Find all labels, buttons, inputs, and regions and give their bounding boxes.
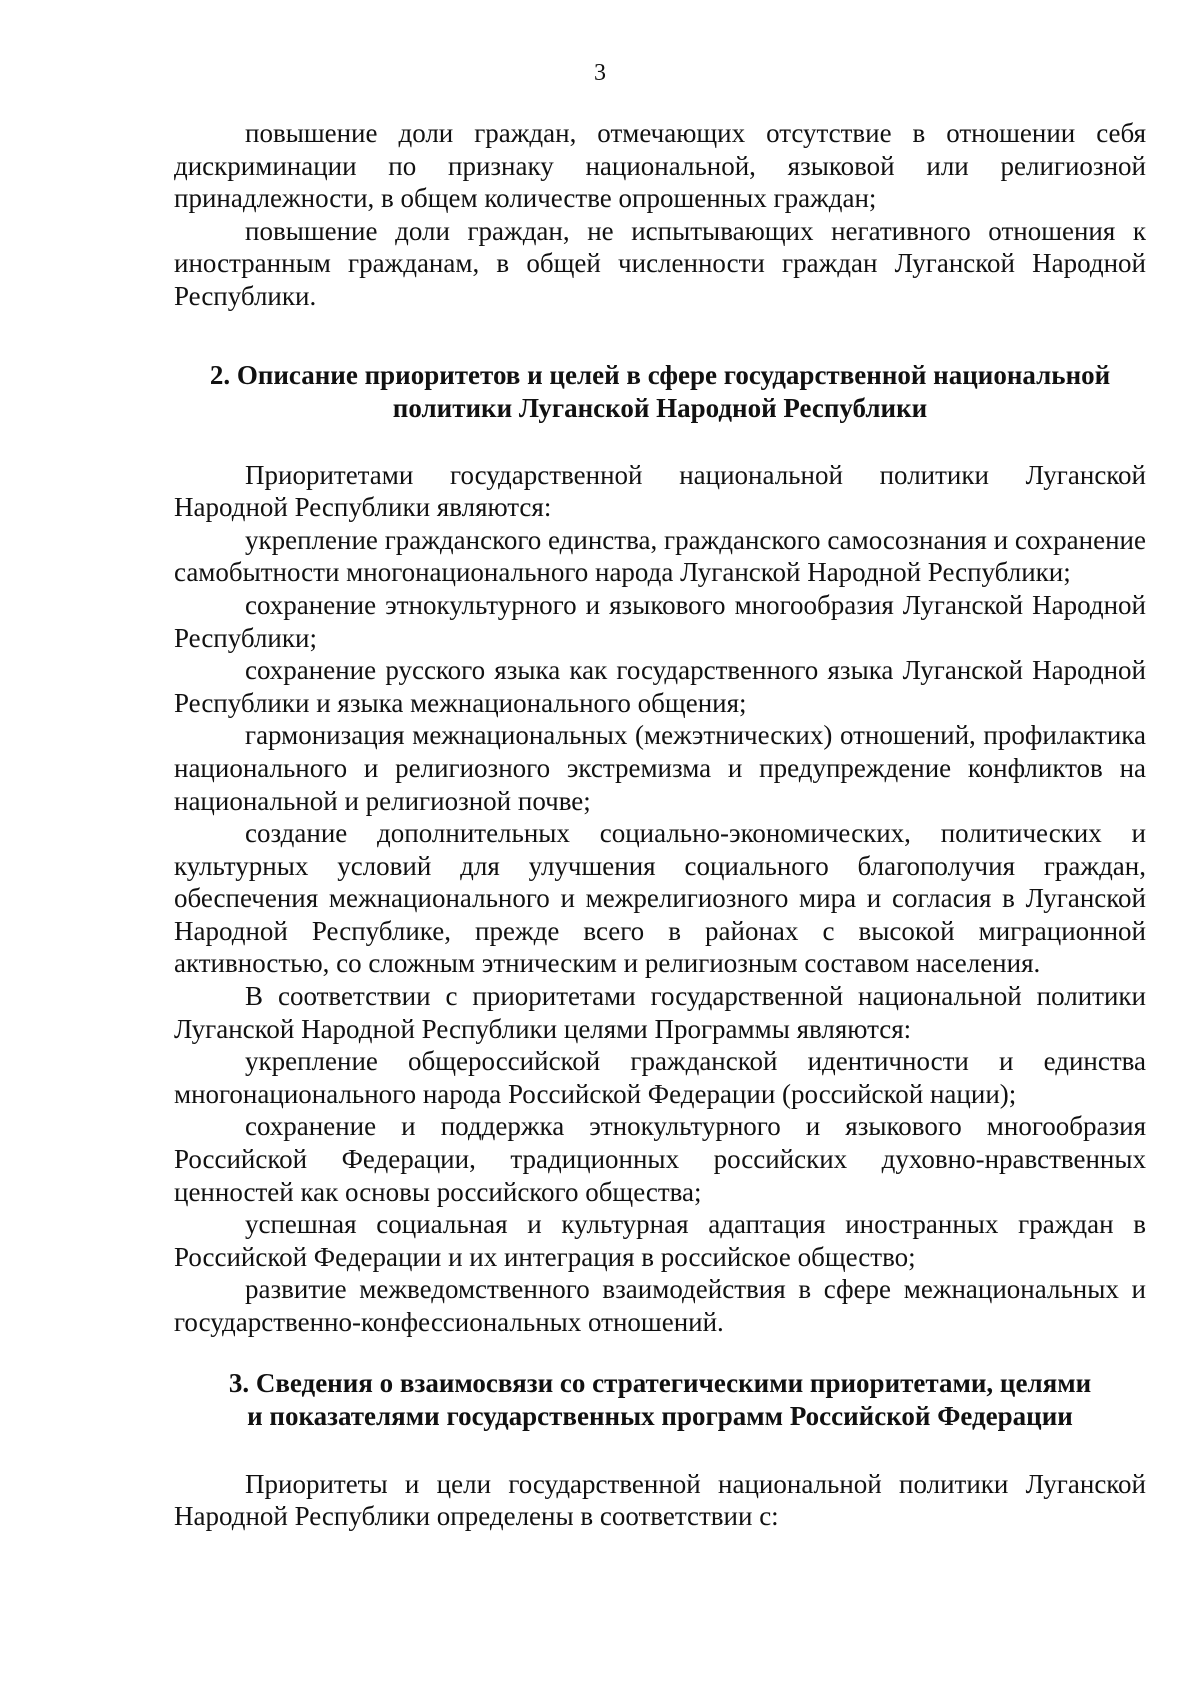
- section-2-heading: [174, 359, 1146, 425]
- section-2-paragraph-9: сохранение и поддержка этнокультурного и языкового многообразия Российской Федерации, традиционных российских духовно-нравственных ценностей как основы российского общества;: [174, 1111, 1146, 1207]
- section-2-paragraph-4: сохранение русского языка как государственного языка Луганской Народной Республики и языка межнационального общения;: [174, 655, 1146, 718]
- section-2-paragraph-10: успешная социальная и культурная адаптация иностранных граждан в Российской Федерации и их интеграция в российское общество;: [174, 1209, 1146, 1272]
- intro-paragraph-1: повышение доли граждан, отмечающих отсутствие в отношении себя дискриминации по признаку национальной, языковой или религиозной принадлежности, в общем количестве опрошенных граждан;: [174, 118, 1146, 214]
- section-3-heading: [174, 1367, 1146, 1433]
- page-number: 3: [594, 60, 606, 86]
- section-3-heading-line-1: 3. Сведения о взаимосвязи со стратегическими приоритетами, целями: [228, 1367, 1092, 1398]
- section-2-paragraph-8: укрепление общероссийской гражданской идентичности и единства многонационального народа Российской Федерации (российской нации);: [174, 1046, 1146, 1109]
- section-2-paragraph-5: гармонизация межнациональных (межэтнических) отношений, профилактика национального и религиозного экстремизма и предупреждение конфликтов на национальной и религиозной почве;: [174, 720, 1146, 816]
- section-2-paragraph-6: создание дополнительных социально-экономических, политических и культурных условий для улучшения социального благополучия граждан, обеспечения межнационального и межрелигиозного мира и согласия в Луганской Народной Республике, прежде всего в районах с высокой миграционной активностью, со сложным этническим и религиозным составом населения.: [174, 818, 1146, 979]
- section-2-paragraph-11: развитие межведомственного взаимодействия в сфере межнациональных и государственно-конфессиональных отношений.: [174, 1274, 1146, 1337]
- section-2-paragraph-7: В соответствии с приоритетами государственной национальной политики Луганской Народной Республики целями Программы являются:: [174, 981, 1146, 1044]
- section-2-paragraph-1: Приоритетами государственной национальной политики Луганской Народной Республики являются:: [174, 459, 1146, 523]
- section-3-heading-line-2: и показателями государственных программ Российской Федерации: [247, 1400, 1073, 1431]
- section-3-paragraph-1: Приоритеты и цели государственной национальной политики Луганской Народной Республики определены в соответствии с:: [174, 1468, 1146, 1532]
- intro-paragraph-2: повышение доли граждан, не испытывающих негативного отношения к иностранным гражданам, в общей численности граждан Луганской Народной Республики.: [174, 215, 1146, 311]
- section-2-heading-line-2: политики Луганской Народной Республики: [392, 392, 928, 423]
- section-2-paragraph-2: укрепление гражданского единства, гражданского самосознания и сохранение самобытности многонационального народа Луганской Народной Республики;: [174, 524, 1146, 588]
- section-2-paragraph-3: сохранение этнокультурного и языкового многообразия Луганской Народной Республики;: [174, 589, 1146, 653]
- document-body: [174, 117, 1146, 1533]
- section-2-heading-line-1: 2. Описание приоритетов и целей в сфере государственной национальной: [209, 359, 1111, 390]
